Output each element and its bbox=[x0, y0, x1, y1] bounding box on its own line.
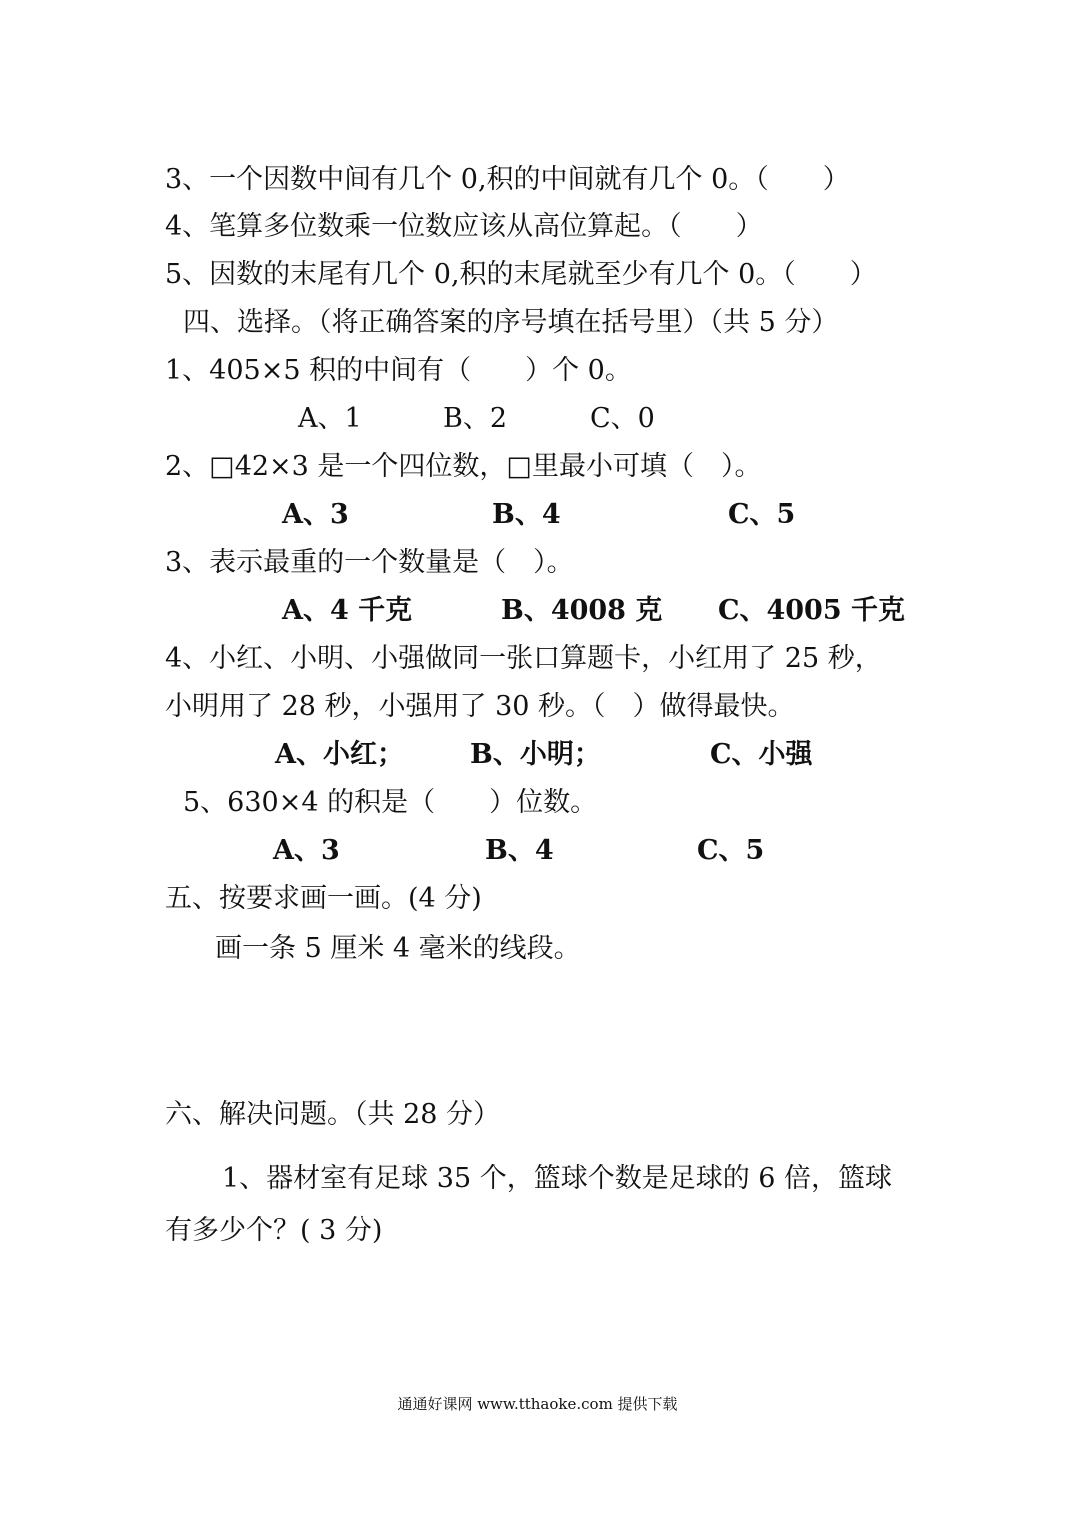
judge-q5: 5、因数的末尾有几个 0,积的末尾就至少有几个 0。（ ） bbox=[165, 259, 877, 290]
choice-q2-option-b: B、4 bbox=[492, 499, 561, 530]
solve-q1-line1: 1、器材室有足球 35 个，篮球个数是足球的 6 倍，篮球 bbox=[222, 1163, 893, 1194]
choice-q1-option-a: A、1 bbox=[298, 403, 362, 434]
solve-q1-line2: 有多少个？( 3 分) bbox=[165, 1215, 383, 1246]
judge-q3: 3、一个因数中间有几个 0,积的中间就有几个 0。（ ） bbox=[165, 164, 850, 195]
section-solve-heading: 六、解决问题。（共 28 分） bbox=[165, 1099, 501, 1130]
choice-q5-option-a: A、3 bbox=[273, 835, 340, 866]
choice-q3-stem: 3、表示最重的一个数量是（ ）。 bbox=[165, 547, 574, 578]
choice-q4-option-b: B、小明； bbox=[470, 739, 601, 770]
choice-q2-stem: 2、□42×3 是一个四位数，□里最小可填（ ）。 bbox=[165, 451, 762, 482]
draw-task: 画一条 5 厘米 4 毫米的线段。 bbox=[215, 933, 581, 964]
choice-q5-stem: 5、630×4 的积是（ ）位数。 bbox=[183, 787, 598, 818]
choice-q1-option-c: C、0 bbox=[590, 403, 655, 434]
choice-q5-option-b: B、4 bbox=[485, 835, 554, 866]
choice-q2-option-c: C、5 bbox=[728, 499, 796, 530]
page-footer: 通通好课网 www.tthaoke.com 提供下载 bbox=[397, 1395, 678, 1413]
section-choice-heading: 四、选择。（将正确答案的序号填在括号里）（共 5 分） bbox=[183, 307, 839, 338]
section-draw-heading: 五、按要求画一画。(4 分) bbox=[165, 883, 482, 914]
choice-q3-option-b: B、4008 克 bbox=[501, 595, 663, 626]
choice-q1-stem: 1、405×5 积的中间有（ ）个 0。 bbox=[165, 355, 632, 386]
choice-q3-option-a: A、4 千克 bbox=[282, 595, 413, 626]
choice-q4-option-a: A、小红； bbox=[275, 739, 404, 770]
choice-q4-option-c: C、小强 bbox=[710, 739, 813, 770]
judge-q4: 4、笔算多位数乘一位数应该从高位算起。（ ） bbox=[165, 211, 763, 242]
choice-q3-option-c: C、4005 千克 bbox=[718, 595, 906, 626]
choice-q4-stem-line2: 小明用了 28 秒，小强用了 30 秒。（ ）做得最快。 bbox=[165, 691, 795, 722]
choice-q5-option-c: C、5 bbox=[697, 835, 765, 866]
choice-q2-option-a: A、3 bbox=[282, 499, 349, 530]
choice-q1-option-b: B、2 bbox=[443, 403, 508, 434]
choice-q4-stem-line1: 4、小红、小明、小强做同一张口算题卡，小红用了 25 秒， bbox=[165, 643, 882, 674]
